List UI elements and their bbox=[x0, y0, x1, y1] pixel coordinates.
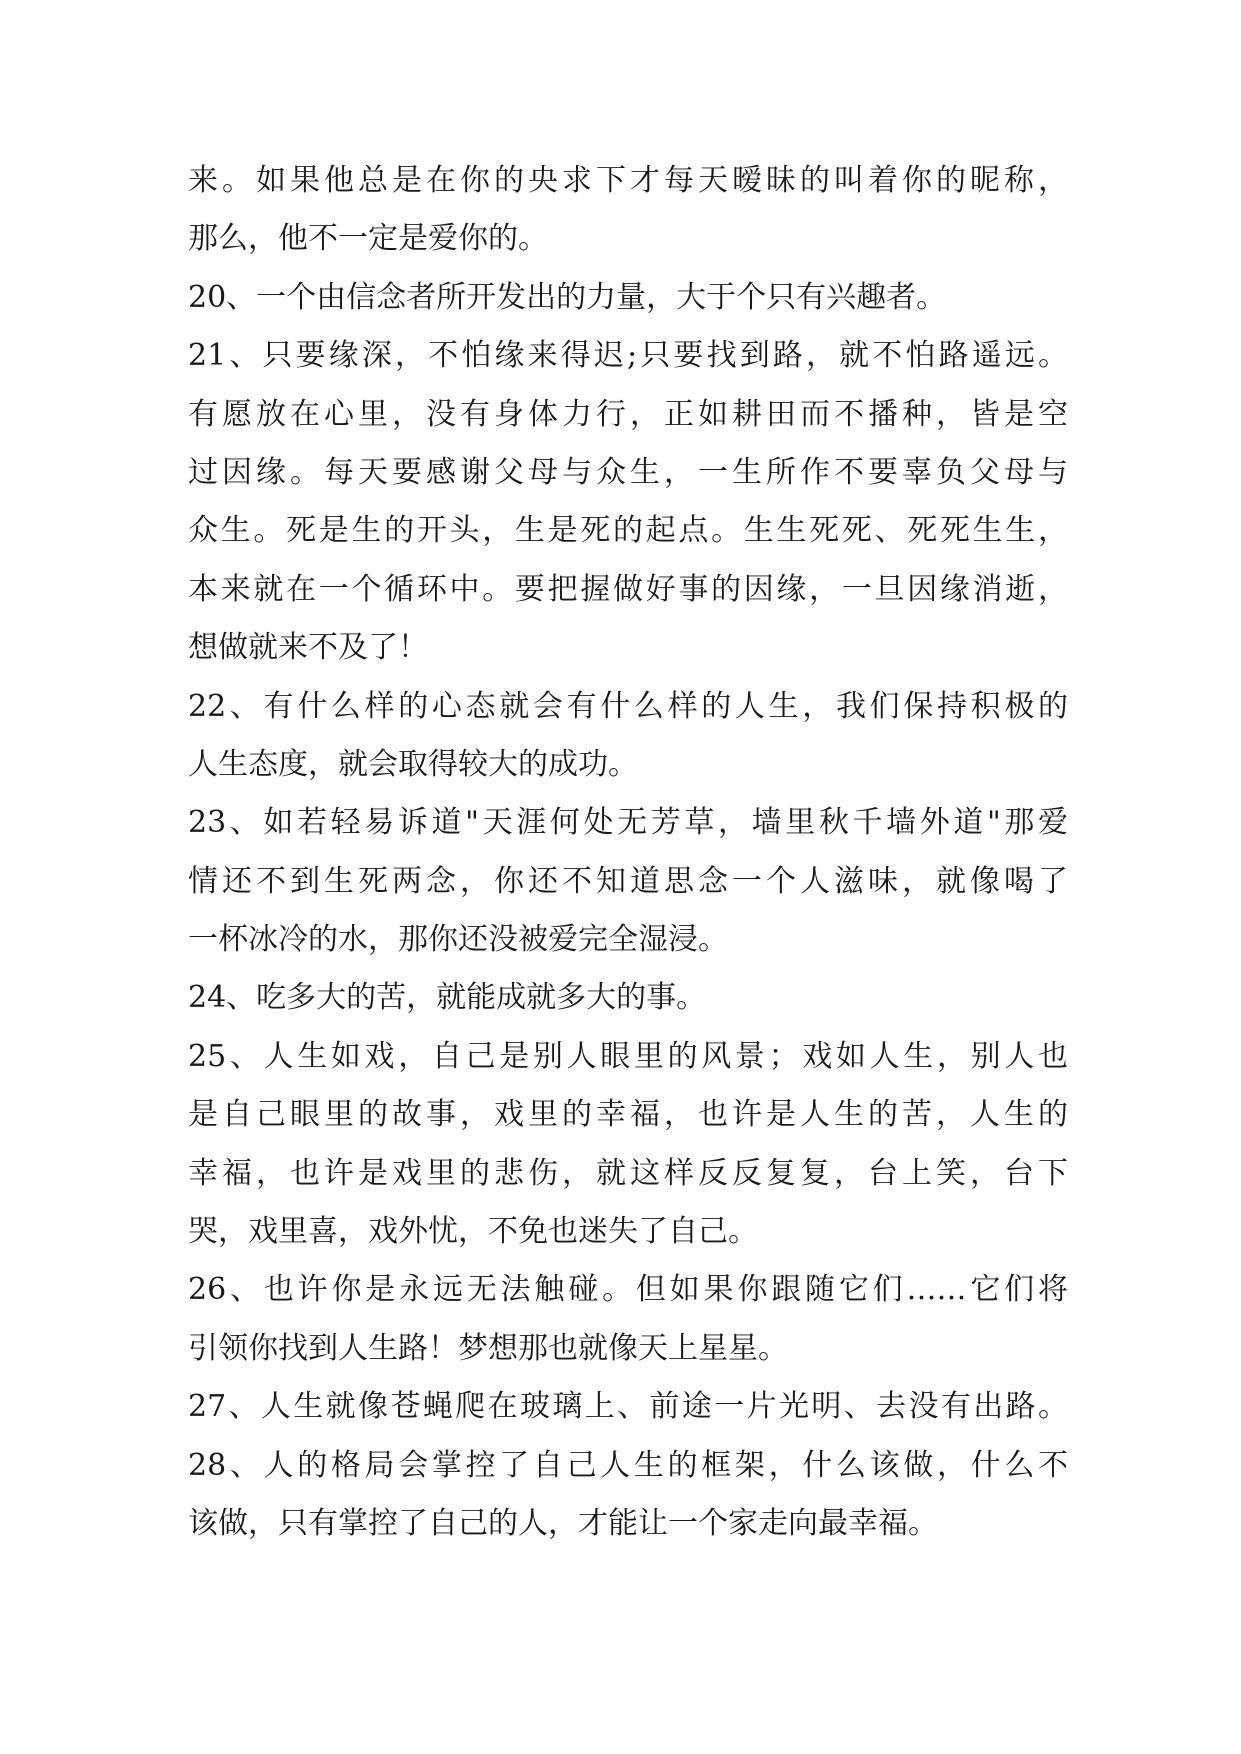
text-line: 有愿放在心里，没有身体力行，正如耕田而不播种，皆是空 bbox=[188, 396, 1068, 432]
text-line: 引领你找到人生路！梦想那也就像天上星星。 bbox=[188, 1330, 788, 1366]
text-line: 24、吃多大的苦，就能成就多大的事。 bbox=[188, 980, 707, 1016]
text-line: 21、只要缘深，不怕缘来得迟;只要找到路，就不怕路遥远。 bbox=[188, 338, 1068, 374]
text-line: 25、人生如戏，自己是别人眼里的风景；戏如人生，别人也 bbox=[188, 1038, 1068, 1074]
text-line: 人生态度，就会取得较大的成功。 bbox=[188, 746, 638, 782]
text-line: 过因缘。每天要感谢父母与众生，一生所作不要辜负父母与 bbox=[188, 454, 1068, 490]
text-line: 情还不到生死两念，你还不知道思念一个人滋味，就像喝了 bbox=[188, 863, 1068, 899]
text-line: 26、也许你是永远无法触碰。但如果你跟随它们……它们将 bbox=[188, 1272, 1068, 1308]
text-line: 28、人的格局会掌控了自己人生的框架，什么该做，什么不 bbox=[188, 1447, 1068, 1483]
text-line: 22、有什么样的心态就会有什么样的人生，我们保持积极的 bbox=[188, 688, 1068, 724]
text-line: 来。如果他总是在你的央求下才每天暧昧的叫着你的昵称， bbox=[188, 163, 1068, 198]
text-line: 哭，戏里喜，戏外忧，不免也迷失了自己。 bbox=[188, 1214, 758, 1250]
text-line: 20、一个由信念者所开发出的力量，大于个只有兴趣者。 bbox=[188, 279, 947, 315]
text-line: 想做就来不及了！ bbox=[188, 630, 428, 666]
body-text bbox=[188, 152, 1068, 1553]
text-line: 幸福，也许是戏里的悲伤，就这样反反复复，台上笑，台下 bbox=[188, 1155, 1068, 1191]
text-line: 该做，只有掌控了自己的人，才能让一个家走向最幸福。 bbox=[188, 1505, 938, 1541]
text-line: 27、人生就像苍蝇爬在玻璃上、前途一片光明、去没有出路。 bbox=[188, 1389, 1068, 1425]
text-line: 本来就在一个循环中。要把握做好事的因缘，一旦因缘消逝， bbox=[188, 571, 1068, 607]
text-line: 那么，他不一定是爱你的。 bbox=[188, 221, 548, 257]
text-line: 23、如若轻易诉道"天涯何处无芳草，墙里秋千墙外道"那爱 bbox=[188, 805, 1068, 841]
text-line: 是自己眼里的故事，戏里的幸福，也许是人生的苦，人生的 bbox=[188, 1097, 1068, 1133]
text-line: 众生。死是生的开头，生是死的起点。生生死死、死死生生， bbox=[188, 513, 1068, 549]
text-line: 一杯冰冷的水，那你还没被爱完全湿浸。 bbox=[188, 922, 728, 958]
